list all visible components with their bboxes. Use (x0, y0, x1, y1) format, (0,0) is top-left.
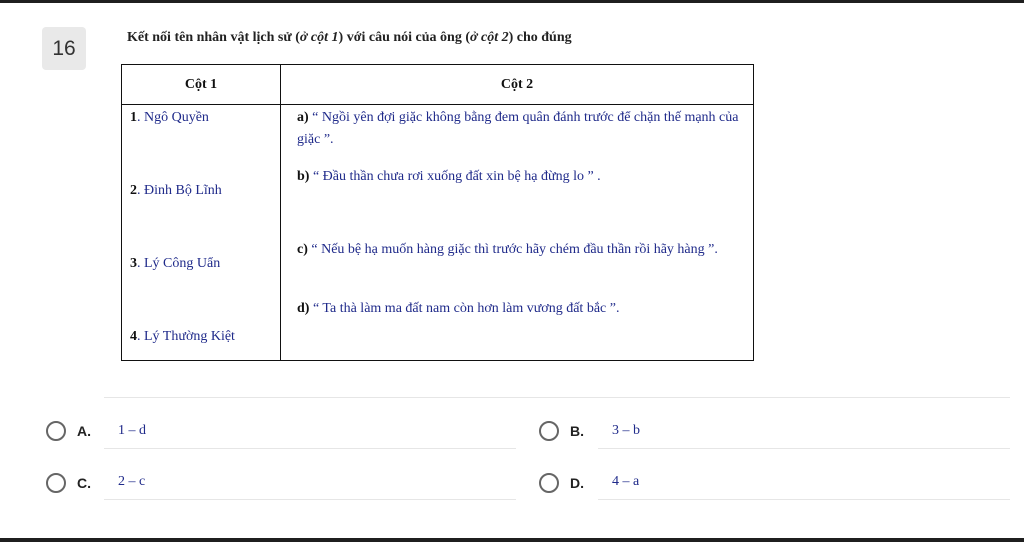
col2-item: a) “ Ngồi yên đợi giặc không bằng đem quân đánh trước để chặn thế mạnh của giặc ”. (297, 110, 739, 147)
question-number-badge: 16 (42, 27, 86, 70)
matching-table (121, 64, 754, 361)
option-c[interactable] (46, 473, 97, 493)
divider (104, 397, 1010, 398)
bottom-border (0, 538, 1024, 542)
option-b-label: B. (570, 423, 584, 439)
option-d[interactable] (539, 473, 590, 493)
col1-item: 2. Đinh Bộ Lĩnh (130, 183, 222, 198)
option-a[interactable] (46, 421, 97, 441)
col2-item: b) “ Đầu thần chưa rơi xuống đất xin bệ hạ đừng lo ” . (297, 169, 601, 184)
col1-item: 4. Lý Thường Kiệt (130, 329, 235, 344)
radio-b[interactable] (539, 421, 559, 441)
col1-item: 3. Lý Công Uẩn (130, 256, 221, 271)
header-col1: Cột 1 (122, 65, 281, 105)
option-b[interactable] (539, 421, 590, 441)
col2-item: c) “ Nếu bệ hạ muốn hàng giặc thì trước hãy chém đầu thần rồi hãy hàng ”. (297, 242, 718, 257)
option-a-underline (104, 448, 516, 449)
option-a-answer[interactable]: 1 – d (118, 423, 146, 438)
option-c-answer[interactable]: 2 – c (118, 474, 146, 489)
radio-d[interactable] (539, 473, 559, 493)
option-b-answer[interactable]: 3 – b (612, 423, 640, 438)
column-1-cell (122, 105, 281, 361)
option-c-label: C. (77, 475, 91, 491)
option-b-underline (598, 448, 1010, 449)
column-2-cell (281, 105, 754, 361)
option-a-label: A. (77, 423, 91, 439)
question-prompt: Kết nối tên nhân vật lịch sử (ở cột 1) với câu nói của ông (ở cột 2) cho đúng (127, 30, 572, 45)
top-border (0, 0, 1024, 3)
header-col2: Cột 2 (281, 65, 754, 105)
option-d-label: D. (570, 475, 584, 491)
option-d-answer[interactable]: 4 – a (612, 474, 640, 489)
radio-a[interactable] (46, 421, 66, 441)
col2-item: d) “ Ta thà làm ma đất nam còn hơn làm vương đất bắc ”. (297, 301, 620, 316)
col1-item: 1. Ngô Quyền (130, 110, 209, 125)
option-d-underline (598, 499, 1010, 500)
radio-c[interactable] (46, 473, 66, 493)
option-c-underline (104, 499, 516, 500)
